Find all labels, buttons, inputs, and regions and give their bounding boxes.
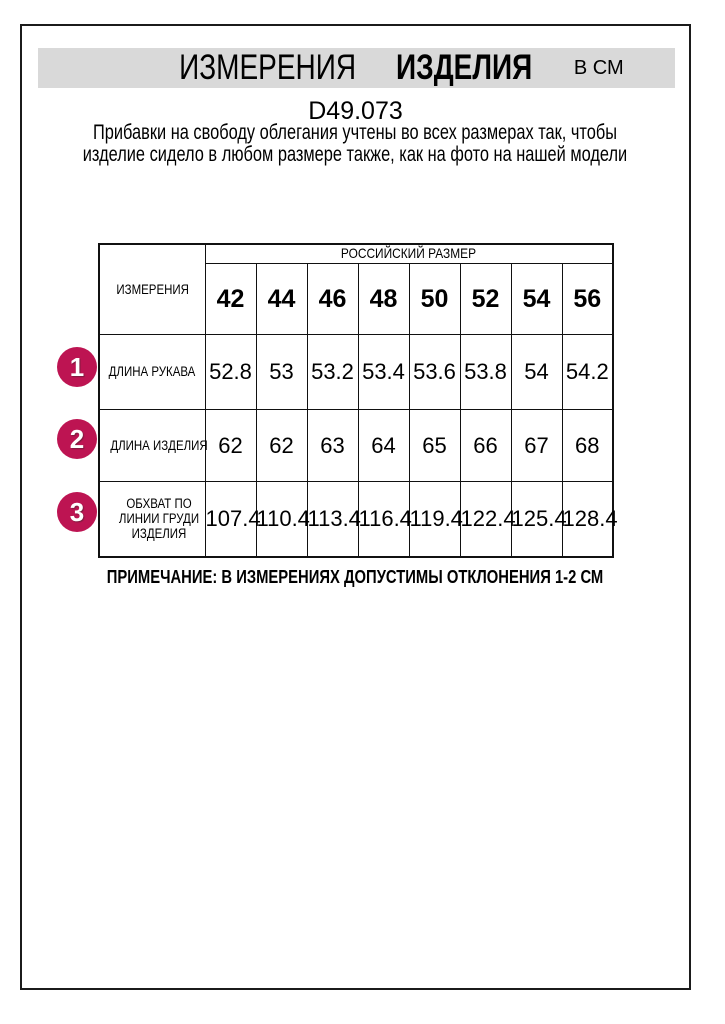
size-header-cell: 52 bbox=[460, 264, 511, 335]
measurements-header-label: ИЗМЕРЕНИЯ bbox=[115, 281, 189, 297]
value-cell: 63 bbox=[307, 410, 358, 482]
table-row-sleeve-length bbox=[99, 335, 613, 410]
measurements-header-cell bbox=[99, 244, 205, 335]
value-cell: 125.4 bbox=[511, 482, 562, 558]
fit-description: Прибавки на свободу облегания учтены во всех размерах так, чтобы изделие сидело в любом размере также, как на фото на нашей модели bbox=[82, 121, 628, 166]
size-header-cell: 56 bbox=[562, 264, 613, 335]
value-cell: 107.4 bbox=[205, 482, 256, 558]
size-header-cell: 42 bbox=[205, 264, 256, 335]
value-cell: 53 bbox=[256, 335, 307, 410]
page-border-frame bbox=[20, 24, 691, 990]
row-label: ДЛИНА РУКАВА bbox=[108, 364, 196, 379]
value-cell: 116.4 bbox=[358, 482, 409, 558]
title-bar bbox=[38, 48, 675, 88]
row-number-1: 1 bbox=[69, 351, 85, 382]
value-cell: 122.4 bbox=[460, 482, 511, 558]
value-cell: 119.4 bbox=[409, 482, 460, 558]
value-cell: 54 bbox=[511, 335, 562, 410]
size-header-cell: 46 bbox=[307, 264, 358, 335]
value-cell: 54.2 bbox=[562, 335, 613, 410]
row-label: ОБХВАТ ПО ЛИНИИ ГРУДИ ИЗДЕЛИЯ bbox=[118, 495, 200, 541]
value-cell: 110.4 bbox=[256, 482, 307, 558]
size-header-cell: 44 bbox=[256, 264, 307, 335]
value-cell: 68 bbox=[562, 410, 613, 482]
row-number-2: 2 bbox=[69, 423, 85, 454]
row-number-badge-1 bbox=[57, 347, 97, 387]
value-cell: 67 bbox=[511, 410, 562, 482]
row-number-badge-2 bbox=[57, 419, 97, 459]
title-measurements: ИЗМЕРЕНИЯ bbox=[179, 48, 357, 87]
value-cell: 64 bbox=[358, 410, 409, 482]
value-cell: 52.8 bbox=[205, 335, 256, 410]
size-table bbox=[98, 243, 618, 558]
value-cell: 53.8 bbox=[460, 335, 511, 410]
note: ПРИМЕЧАНИЕ: В ИЗМЕРЕНИЯХ ДОПУСТИМЫ ОТКЛОНЕНИЯ 1-2 СМ bbox=[106, 566, 604, 587]
value-cell: 62 bbox=[205, 410, 256, 482]
row-label-cell bbox=[99, 335, 205, 410]
russian-size-header-label: РОССИЙСКИЙ РАЗМЕР bbox=[341, 245, 477, 261]
row-label-cell bbox=[99, 482, 205, 558]
value-cell: 62 bbox=[256, 410, 307, 482]
value-cell: 53.6 bbox=[409, 335, 460, 410]
table-row-item-length bbox=[99, 410, 613, 482]
size-header-cell: 50 bbox=[409, 264, 460, 335]
value-cell: 53.2 bbox=[307, 335, 358, 410]
row-number-badge-3 bbox=[57, 492, 97, 532]
value-cell: 65 bbox=[409, 410, 460, 482]
title-product: ИЗДЕЛИЯ bbox=[395, 48, 532, 87]
russian-size-header-cell bbox=[205, 244, 613, 264]
value-cell: 66 bbox=[460, 410, 511, 482]
table-header-row-1 bbox=[99, 244, 613, 264]
table-row-chest-girth bbox=[99, 482, 613, 558]
size-header-cell: 54 bbox=[511, 264, 562, 335]
size-header-cell: 48 bbox=[358, 264, 409, 335]
value-cell: 113.4 bbox=[307, 482, 358, 558]
row-label-cell bbox=[99, 410, 208, 482]
value-cell: 53.4 bbox=[358, 335, 409, 410]
article-number: D49.073 bbox=[308, 97, 403, 125]
row-number-3: 3 bbox=[69, 496, 85, 527]
value-cell: 128.4 bbox=[562, 482, 613, 558]
size-table-zone bbox=[69, 243, 618, 558]
row-label: ДЛИНА ИЗДЕЛИЯ bbox=[110, 437, 208, 453]
title-unit: В СМ bbox=[573, 56, 624, 79]
